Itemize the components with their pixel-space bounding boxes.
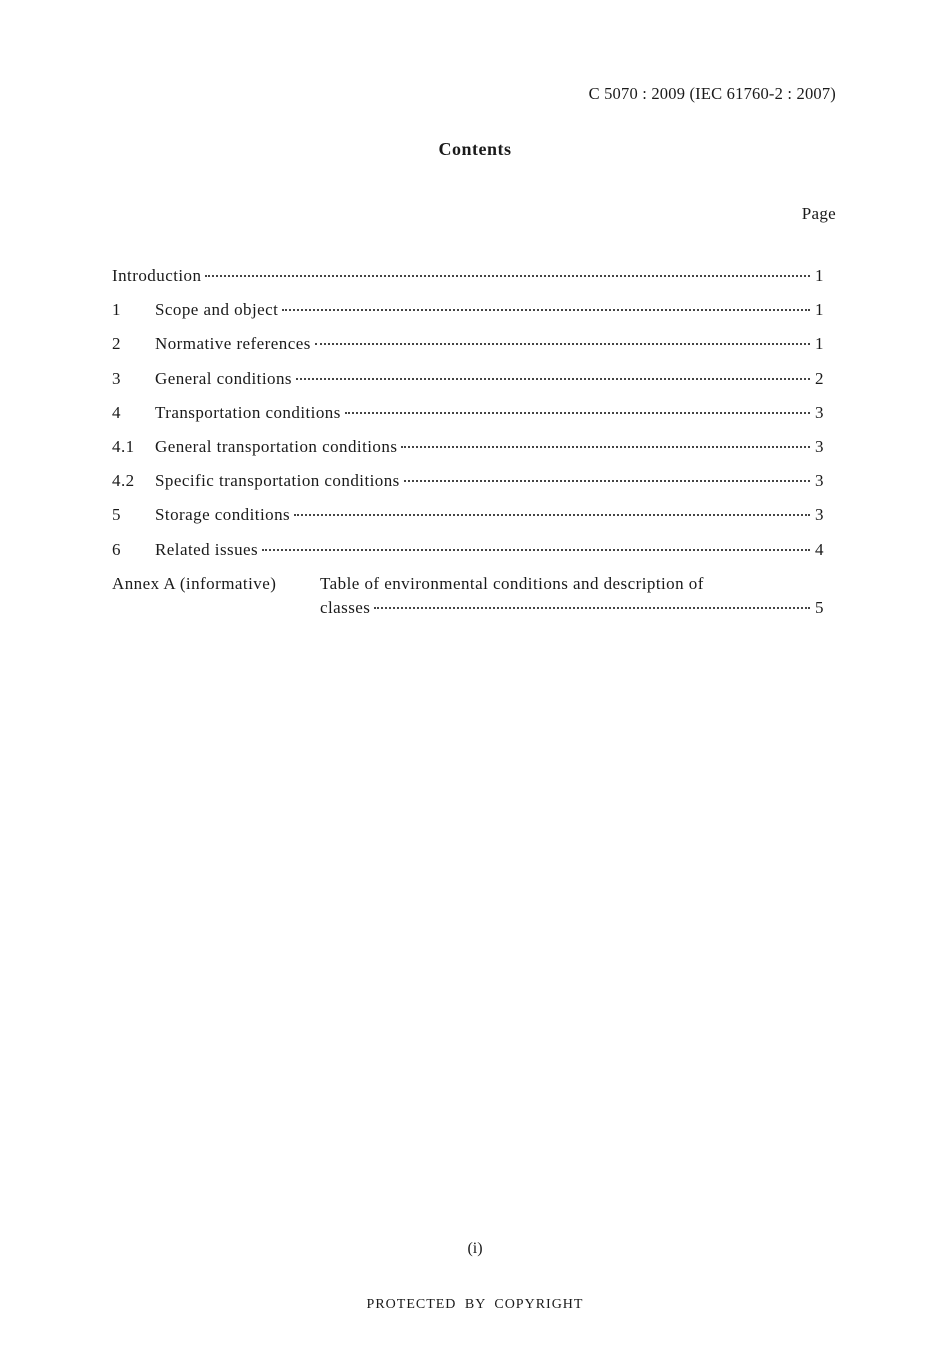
footer-page-number: (i) [467, 1240, 483, 1257]
dot-leader [282, 309, 810, 311]
dot-leader [374, 607, 810, 609]
toc-entry-number: 3 [112, 368, 121, 388]
toc-entry-page: 3 [815, 402, 824, 422]
copyright-notice: PROTECTED BY COPYRIGHT [366, 1297, 584, 1312]
standard-identifier: C 5070 : 2009 (IEC 61760-2 : 2007) [588, 84, 836, 103]
toc-entry-number: 4.2 [112, 471, 135, 491]
toc-entry-specific-transportation-conditions[interactable] [112, 471, 824, 505]
toc-entry-title: Scope and object [155, 300, 279, 320]
toc-entry-page: 1 [815, 266, 824, 285]
dot-leader [315, 343, 810, 345]
toc-entry-page: 1 [815, 300, 824, 320]
toc-entry-number: 4 [112, 402, 121, 422]
toc-entry-title: General transportation conditions [155, 436, 398, 456]
dot-leader [296, 378, 810, 380]
toc-entry-page: 3 [815, 436, 824, 456]
toc-entry-number: 1 [112, 300, 121, 320]
toc-entry-number: 5 [112, 505, 121, 525]
dot-leader [205, 275, 810, 277]
toc-entry-annex-a[interactable] [112, 574, 824, 618]
toc-entry-page: 4 [815, 539, 824, 559]
toc-entry-scope[interactable] [112, 300, 824, 334]
toc-entry-page: 2 [815, 368, 824, 388]
page-column-label: Page [801, 204, 836, 223]
toc-entry-transportation-conditions[interactable] [112, 403, 824, 437]
dot-leader [345, 412, 810, 414]
dot-leader [262, 549, 810, 551]
toc-entry-introduction[interactable] [112, 266, 824, 300]
toc-entry-general-conditions[interactable] [112, 369, 824, 403]
toc-entry-page: 1 [815, 334, 824, 354]
toc-entry-normative-references[interactable] [112, 334, 824, 368]
toc-entry-title: Related issues [155, 539, 259, 559]
annex-title-line1: Table of environmental conditions and description of [320, 573, 704, 593]
annex-label: Annex A (informative) [112, 573, 277, 593]
toc-entry-number: 6 [112, 539, 121, 559]
toc-entry-general-transportation-conditions[interactable] [112, 437, 824, 471]
toc-entry-title: Transportation conditions [155, 402, 341, 422]
toc-entry-storage-conditions[interactable] [112, 505, 824, 539]
annex-title-line2-row [320, 598, 824, 618]
toc-entry-number: 4.1 [112, 436, 135, 456]
dot-leader [401, 446, 810, 448]
dot-leader [294, 514, 810, 516]
toc-entry-title: Specific transportation conditions [155, 471, 400, 491]
toc-entry-title: Normative references [155, 334, 311, 354]
annex-page: 5 [815, 597, 824, 617]
toc-entry-page: 3 [815, 505, 824, 525]
toc-entry-title: Introduction [112, 266, 202, 285]
toc-entry-related-issues[interactable] [112, 540, 824, 574]
toc-entry-number: 2 [112, 334, 121, 354]
dot-leader [404, 480, 810, 482]
annex-title-line2: classes [320, 597, 371, 617]
annex-title-block [320, 574, 824, 618]
toc-entry-title: Storage conditions [155, 505, 291, 525]
toc-entry-title: General conditions [155, 368, 292, 388]
toc-entry-page: 3 [815, 471, 824, 491]
table-of-contents [112, 266, 824, 618]
contents-heading: Contents [438, 139, 512, 159]
